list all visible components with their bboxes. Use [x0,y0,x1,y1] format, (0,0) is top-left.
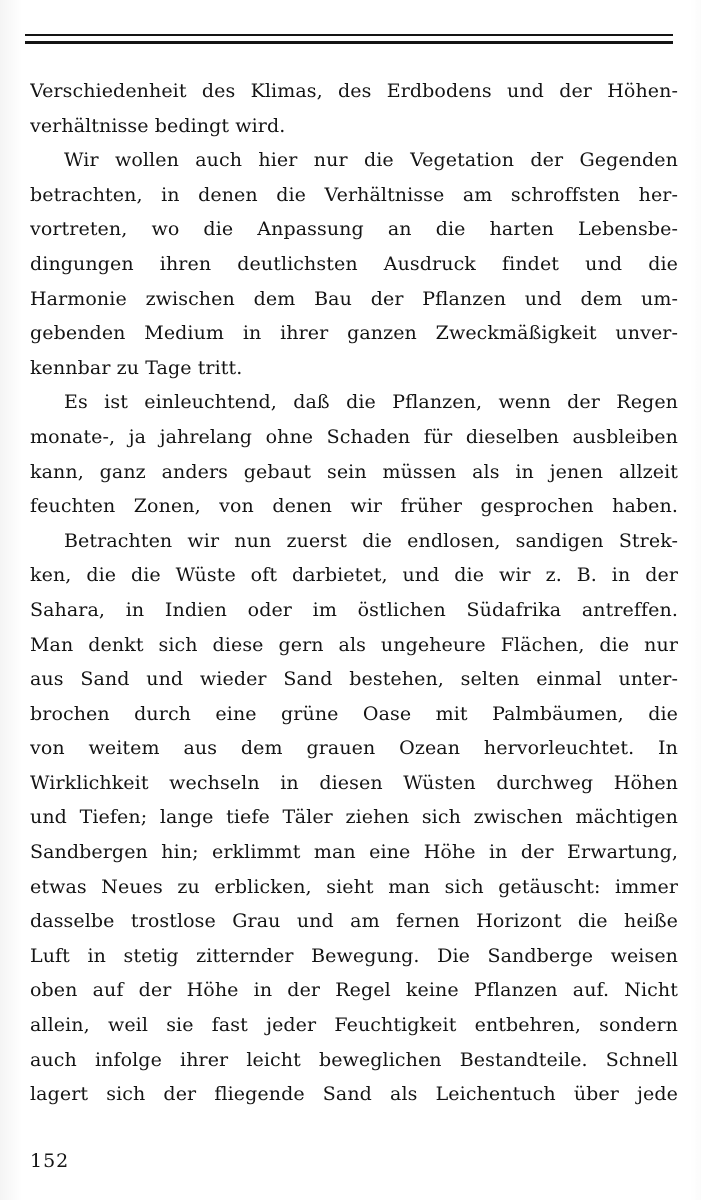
text-line: Wirklichkeit wechseln in diesen Wüsten durchweg Höhen [30,771,678,794]
page-number: 152 [30,1150,70,1172]
text-line: brochen durch eine grüne Oase mit Palmbäumen, die [30,702,678,725]
text-line: Man denkt sich diese gern als ungeheure Flächen, die nur [30,633,678,656]
text-line: kann, ganz anders gebaut sein müssen als in jenen allzeit [30,460,678,483]
text-line: oben auf der Höhe in der Regel keine Pflanzen auf. Nicht [30,979,678,1002]
text-line: kennbar zu Tage tritt. [30,356,243,379]
text-line: dingungen ihren deutlichsten Ausdruck findet und die [30,252,678,275]
text-line: gebenden Medium in ihrer ganzen Zweckmäßigkeit unver- [30,322,678,345]
text-line: lagert sich der fliegende Sand als Leichentuch über jede [30,1083,678,1106]
text-line: Sandbergen hin; erklimmt man eine Höhe in der Erwartung, [30,841,678,864]
text-line: auch infolge ihrer leicht beweglichen Bestandteile. Schnell [30,1048,678,1071]
text-line: allein, weil sie fast jeder Feuchtigkeit entbehren, sondern [30,1014,678,1037]
text-line: monate-, ja jahrelang ohne Schaden für dieselben ausbleiben [30,425,678,448]
text-line: Luft in stetig zitternder Bewegung. Die Sandberge weisen [30,944,678,967]
text-line: betrachten, in denen die Verhältnisse am schroffsten her- [30,183,678,206]
text-line: aus Sand und wieder Sand bestehen, selten einmal unter- [30,668,678,691]
text-line: dasselbe trostlose Grau und am fernen Horizont die heiße [30,910,678,933]
text-line: feuchten Zonen, von denen wir früher gesprochen haben. [30,495,678,518]
body-text [30,74,678,1112]
text-line: Wir wollen auch hier nur die Vegetation der Gegenden [64,149,678,172]
text-line: Sahara, in Indien oder im östlichen Südafrika antreffen. [30,598,678,621]
text-line: ken, die die Wüste oft darbietet, und die wir z. B. in der [30,564,678,587]
header-rule-thin [25,34,673,36]
text-line: Harmonie zwischen dem Bau der Pflanzen und dem um- [30,287,678,310]
text-line: Es ist einleuchtend, daß die Pflanzen, wenn der Regen [64,391,678,414]
text-line: Betrachten wir nun zuerst die endlosen, sandigen Strek- [64,529,678,552]
header-rule-thick [25,41,673,44]
text-line: etwas Neues zu erblicken, sieht man sich getäuscht: immer [30,875,678,898]
text-line: verhältnisse bedingt wird. [30,114,286,137]
text-line: Verschiedenheit des Klimas, des Erdbodens und der Höhen- [30,80,678,102]
text-line: und Tiefen; lange tiefe Täler ziehen sich zwischen mächtigen [30,806,678,829]
text-line: vortreten, wo die Anpassung an die harten Lebensbe- [30,218,678,241]
text-line: von weitem aus dem grauen Ozean hervorleuchtet. In [30,737,678,760]
